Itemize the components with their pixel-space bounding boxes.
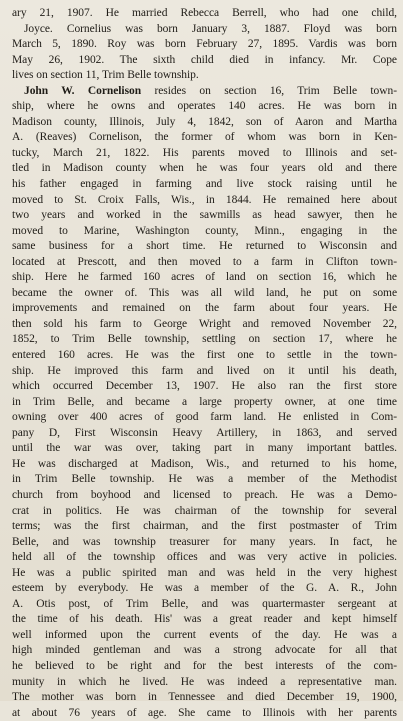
text-line: well informed upon the current events of the day. He was a	[12, 628, 397, 641]
text-line: ary 21, 1907. He married Rebecca Berrell, who had one child,	[12, 7, 397, 19]
text-line: terms; was the first chairman, and the first postmaster of Trim	[12, 520, 397, 533]
text-line: improvements and remained on the farm about four years. He	[12, 302, 397, 315]
text-line: Belle, and was township treasurer for many years. In fact, he	[12, 535, 397, 548]
text-line: March 5, 1890. Roy was born February 27, 1895. Vardis was born	[12, 38, 397, 51]
text-line: then sold his farm to George Wright and removed November 22,	[12, 317, 397, 330]
entry-first-line-text: resides on section 16, Trim Belle town-	[154, 84, 397, 97]
text-line: until the war was over, taking part in many important battles.	[12, 442, 397, 455]
text-line: Madison county, Illinois, July 4, 1842, son of Aaron and Martha	[12, 115, 397, 128]
entry-name: John W. Cornelison	[24, 84, 142, 97]
text-line: in Trim Belle, and became a large property owner, at one time	[12, 395, 397, 408]
text-line: ship, where he owns and operates 140 acres. He was born in	[12, 100, 397, 113]
text-line: which occurred December 13, 1907. He also ran the first store	[12, 380, 397, 393]
text-line: church from boyhood and licensed to preach. He was a Demo-	[12, 488, 397, 501]
text-line: owning over 400 acres of good farm land. He enlisted in Com-	[12, 411, 397, 424]
text-line: his father engaged in farming and live stock raising until he	[12, 178, 397, 191]
text-line: ship. He improved this farm and lived on it until his death,	[12, 364, 397, 377]
text-line: held all of the township offices and was very active in policies.	[12, 551, 397, 564]
text-line: ship. Here he farmed 160 acres of land on section 16, which he	[12, 271, 397, 284]
text-line: in Trim Belle township. He was a member of the Methodist	[12, 473, 397, 486]
text-line: moved to Marine, Washington county, Minn., engaging in the	[12, 224, 397, 237]
text-line: entered 160 acres. He was the first one to settle in the town-	[12, 349, 397, 362]
text-line: located at Prescott, and then moved to a farm in Clifton town-	[12, 255, 397, 268]
text-line: He was a public spirited man and was held in the very highest	[12, 566, 397, 579]
text-line: 1852, to Trim Belle township, settling on section 17, where he	[12, 333, 397, 346]
text-line: he believed to be right and for the best interests of the com-	[12, 659, 397, 672]
text-line: tucky, March 21, 1822. His parents moved to Illinois and set-	[12, 146, 397, 159]
text-line: pany D, First Wisconsin Heavy Artillery, in 1863, and served	[12, 426, 397, 439]
text-line: May 26, 1902. The sixth child died in infancy. Mr. Cope	[12, 53, 397, 66]
text-line: He was discharged at Madison, Wis., and returned to his home,	[12, 457, 397, 470]
text-line: esteem by everybody. He was a member of the G. A. R., John	[12, 582, 397, 595]
text-line: A. (Reaves) Cornelison, the former of whom was born in Ken-	[12, 131, 397, 144]
text-line: munity in which he lived. He was indeed a representative man.	[12, 675, 397, 688]
text-line: moved to St. Croix Falls, Wis., in 1844. He remained here about	[12, 193, 397, 206]
text-line: Joyce. Cornelius was born January 3, 1887. Floyd was born	[24, 22, 397, 35]
text-line: the time of his death. His' was a great reader and kept himself	[12, 613, 397, 626]
entry-first-line	[12, 84, 397, 100]
text-line: A. Otis post, of Trim Belle, and was quartermaster sergeant at	[12, 597, 397, 610]
text-line: two years and worked in the sawmills as head sawyer, then he	[12, 209, 397, 222]
text-line: high minded gentleman and was a strong advocate for all that	[12, 644, 397, 657]
text-line: at about 76 years of age. She came to Illinois with her parents	[12, 706, 397, 719]
text-line: lives on section 11, Trim Belle township.	[12, 69, 199, 82]
text-line: tled in Madison county when he was four years old and there	[12, 162, 397, 175]
text-line: same business for a short time. He returned to Wisconsin and	[12, 240, 397, 253]
text-line: became the owner of. This was all wild land, he put on some	[12, 286, 397, 299]
text-line: The mother was born in Tennessee and died December 19, 1900,	[12, 691, 397, 704]
text-line: crat in politics. He was chairman of the township for several	[12, 504, 397, 517]
